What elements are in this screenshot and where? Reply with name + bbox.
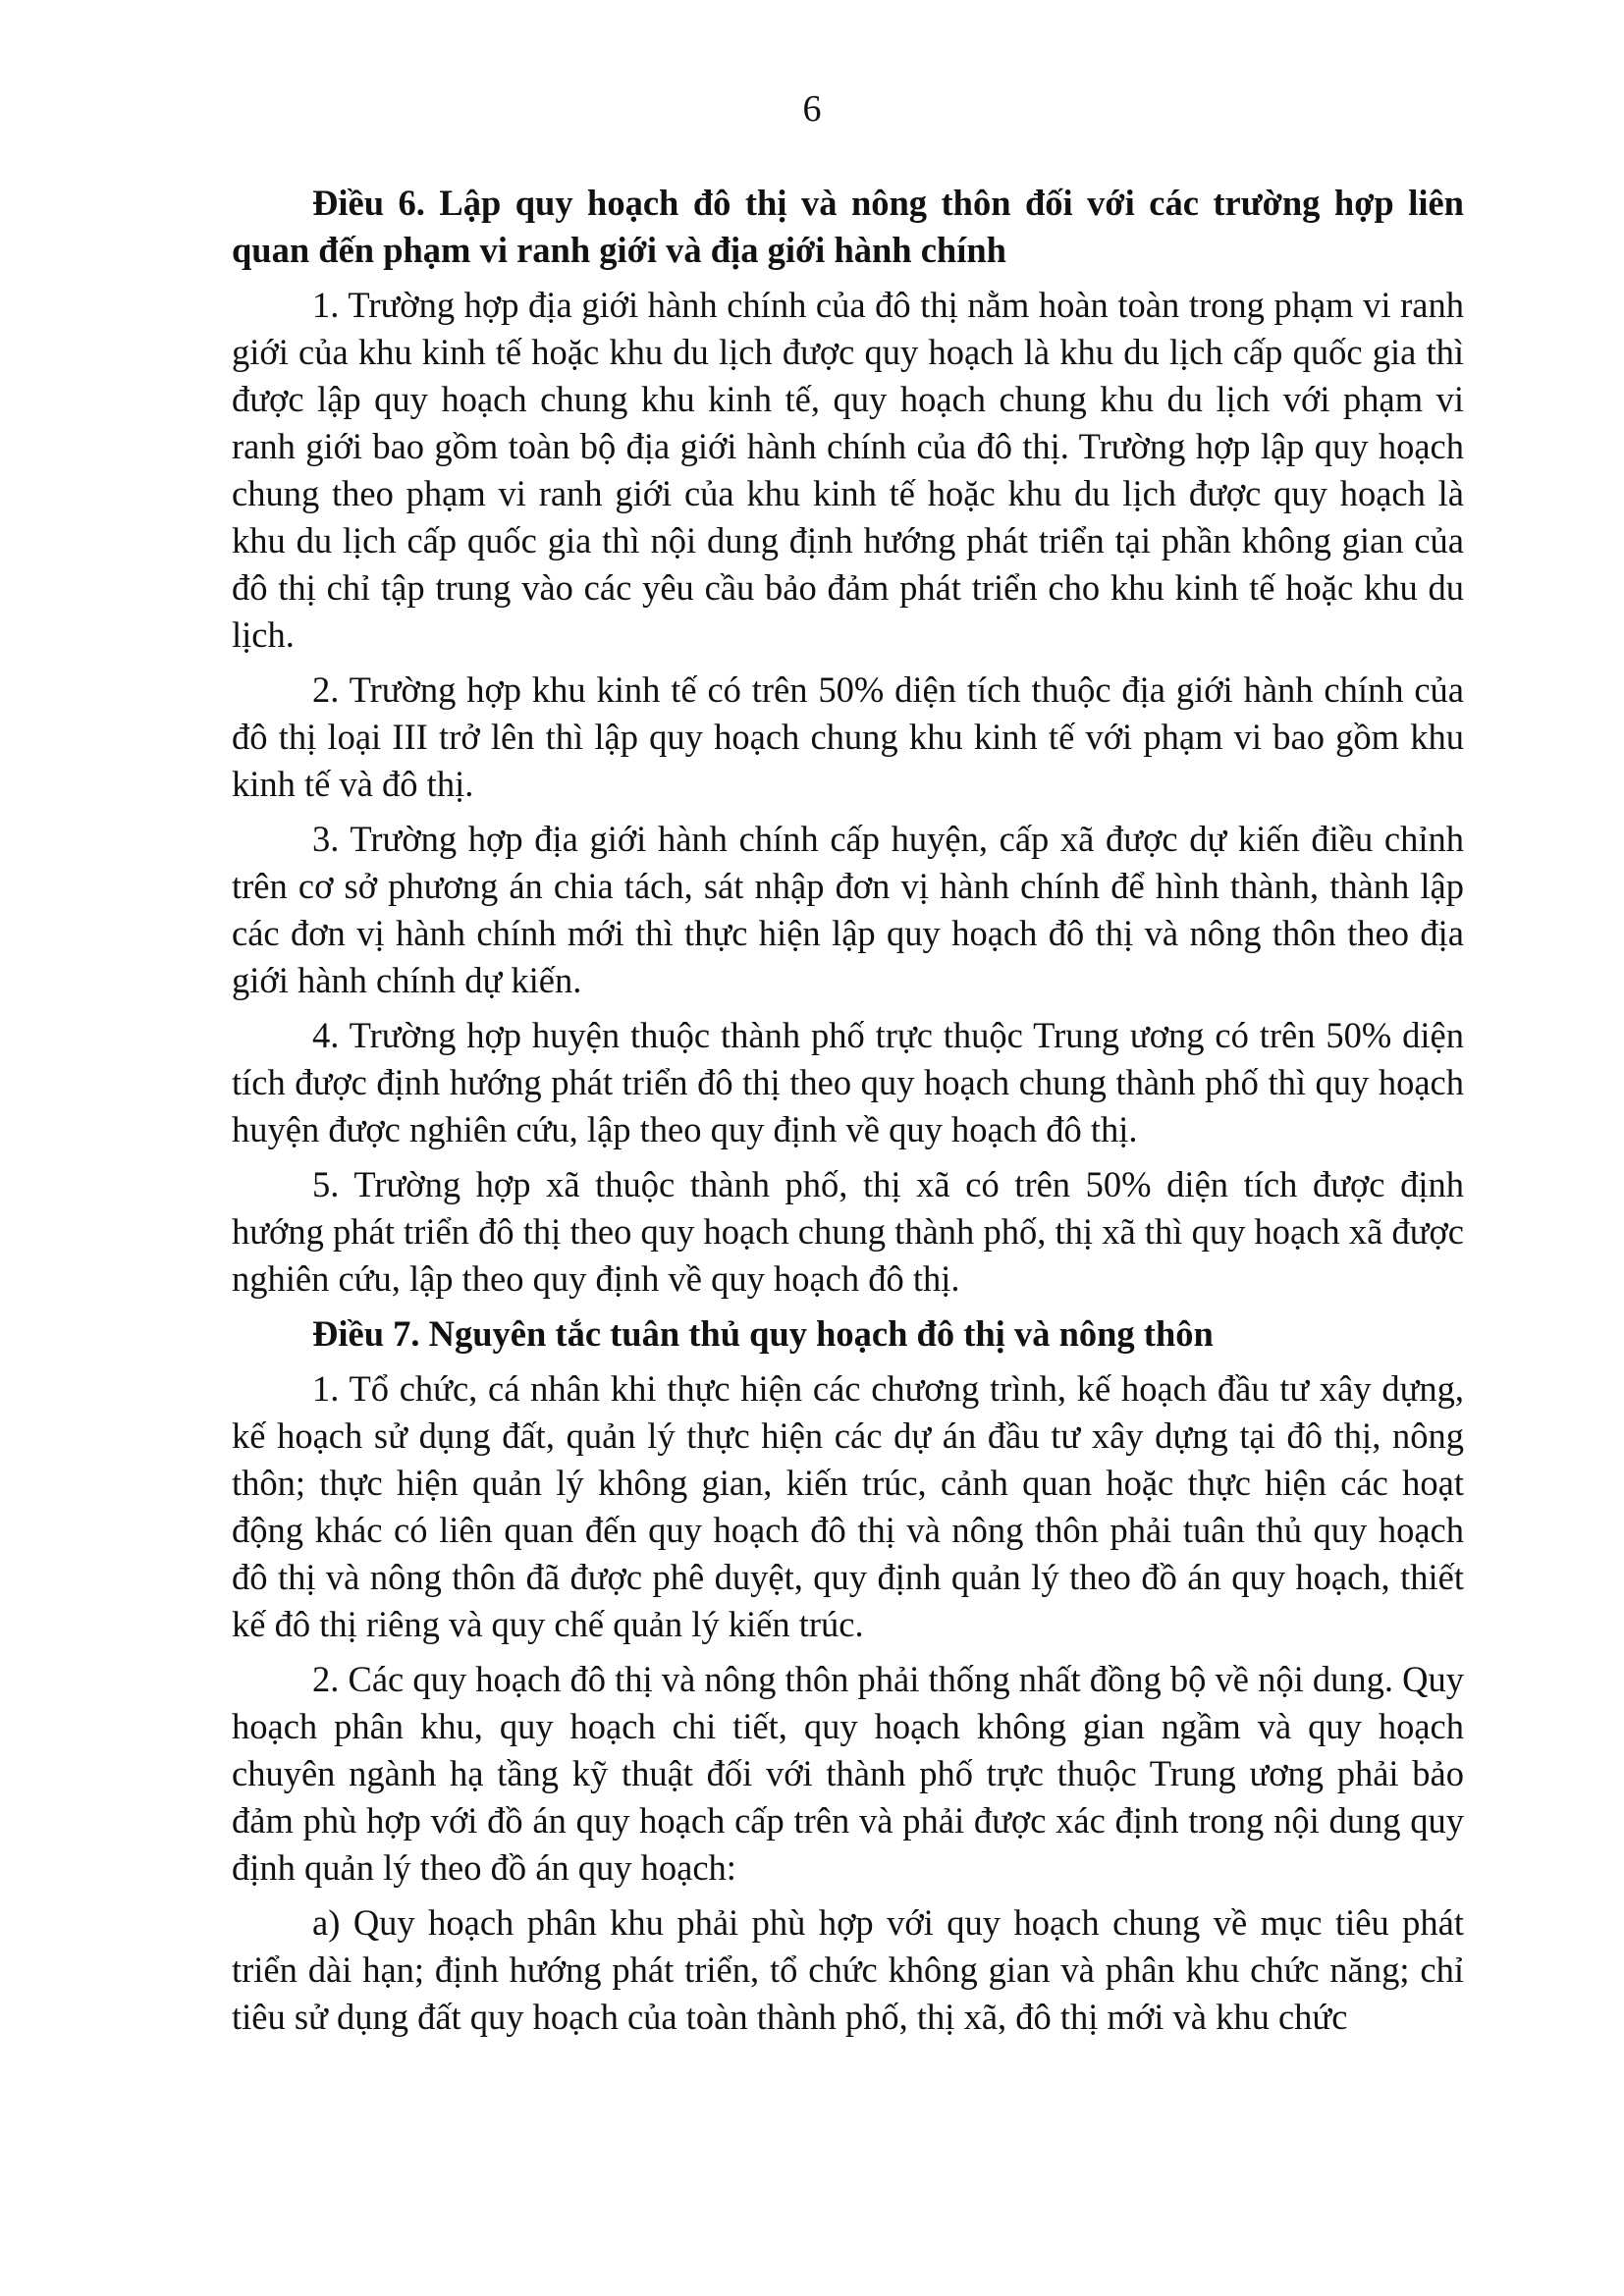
article-6-clause-4: 4. Trường hợp huyện thuộc thành phố trực thuộc Trung ương có trên 50% diện tích được định hướng phát triển đô thị theo quy hoạch chung thành phố thì quy hoạch huyện được nghiên cứu, lập theo quy định về quy hoạch đô thị. [232, 1015, 1464, 1149]
article-6 [232, 180, 1464, 1303]
document-body [232, 180, 1464, 2049]
article-6-clause-1: 1. Trường hợp địa giới hành chính của đô thị nằm hoàn toàn trong phạm vi ranh giới của khu kinh tế hoặc khu du lịch được quy hoạch là khu du lịch cấp quốc gia thì được lập quy hoạch chung khu kinh tế, quy hoạch chung khu du lịch với phạm vi ranh giới bao gồm toàn bộ địa giới hành chính của đô thị. Trường hợp lập quy hoạch chung theo phạm vi ranh giới của khu kinh tế hoặc khu du lịch được quy hoạch là khu du lịch cấp quốc gia thì nội dung định hướng phát triển tại phần không gian của đô thị chỉ tập trung vào các yêu cầu bảo đảm phát triển cho khu kinh tế hoặc khu du lịch. [232, 285, 1464, 655]
article-7-clause-1: 1. Tổ chức, cá nhân khi thực hiện các chương trình, kế hoạch đầu tư xây dựng, kế hoạch sử dụng đất, quản lý thực hiện các dự án đầu tư xây dựng tại đô thị, nông thôn; thực hiện quản lý không gian, kiến trúc, cảnh quan hoặc thực hiện các hoạt động khác có liên quan đến quy hoạch đô thị và nông thôn phải tuân thủ quy hoạch đô thị và nông thôn đã được phê duyệt, quy định quản lý theo đồ án quy hoạch, thiết kế đô thị riêng và quy chế quản lý kiến trúc. [232, 1368, 1464, 1644]
article-7-clause-2: 2. Các quy hoạch đô thị và nông thôn phải thống nhất đồng bộ về nội dung. Quy hoạch phân khu, quy hoạch chi tiết, quy hoạch không gian ngầm và quy hoạch chuyên ngành hạ tầng kỹ thuật đối với thành phố trực thuộc Trung ương phải bảo đảm phù hợp với đồ án quy hoạch cấp trên và phải được xác định trong nội dung quy định quản lý theo đồ án quy hoạch: [232, 1659, 1464, 1888]
article-6-title: Điều 6. Lập quy hoạch đô thị và nông thôn đối với các trường hợp liên quan đến phạm vi ranh giới và địa giới hành chính [232, 183, 1464, 270]
article-7-clause-2a: a) Quy hoạch phân khu phải phù hợp với quy hoạch chung về mục tiêu phát triển dài hạn; định hướng phát triển, tổ chức không gian và phân khu chức năng; chỉ tiêu sử dụng đất quy hoạch của toàn thành phố, thị xã, đô thị mới và khu chức [232, 1902, 1464, 2037]
article-7 [232, 1310, 1464, 2041]
article-6-clause-2: 2. Trường hợp khu kinh tế có trên 50% diện tích thuộc địa giới hành chính của đô thị loại III trở lên thì lập quy hoạch chung khu kinh tế với phạm vi bao gồm khu kinh tế và đô thị. [232, 669, 1464, 804]
article-6-clause-5: 5. Trường hợp xã thuộc thành phố, thị xã có trên 50% diện tích được định hướng phát triển đô thị theo quy hoạch chung thành phố, thị xã thì quy hoạch xã được nghiên cứu, lập theo quy định về quy hoạch đô thị. [232, 1164, 1464, 1299]
article-6-clause-3: 3. Trường hợp địa giới hành chính cấp huyện, cấp xã được dự kiến điều chỉnh trên cơ sở phương án chia tách, sát nhập đơn vị hành chính để hình thành, thành lập các đơn vị hành chính mới thì thực hiện lập quy hoạch đô thị và nông thôn theo địa giới hành chính dự kiến. [232, 819, 1464, 1000]
page-number: 6 [802, 88, 822, 130]
article-7-title: Điều 7. Nguyên tắc tuân thủ quy hoạch đô thị và nông thôn [312, 1313, 1214, 1354]
